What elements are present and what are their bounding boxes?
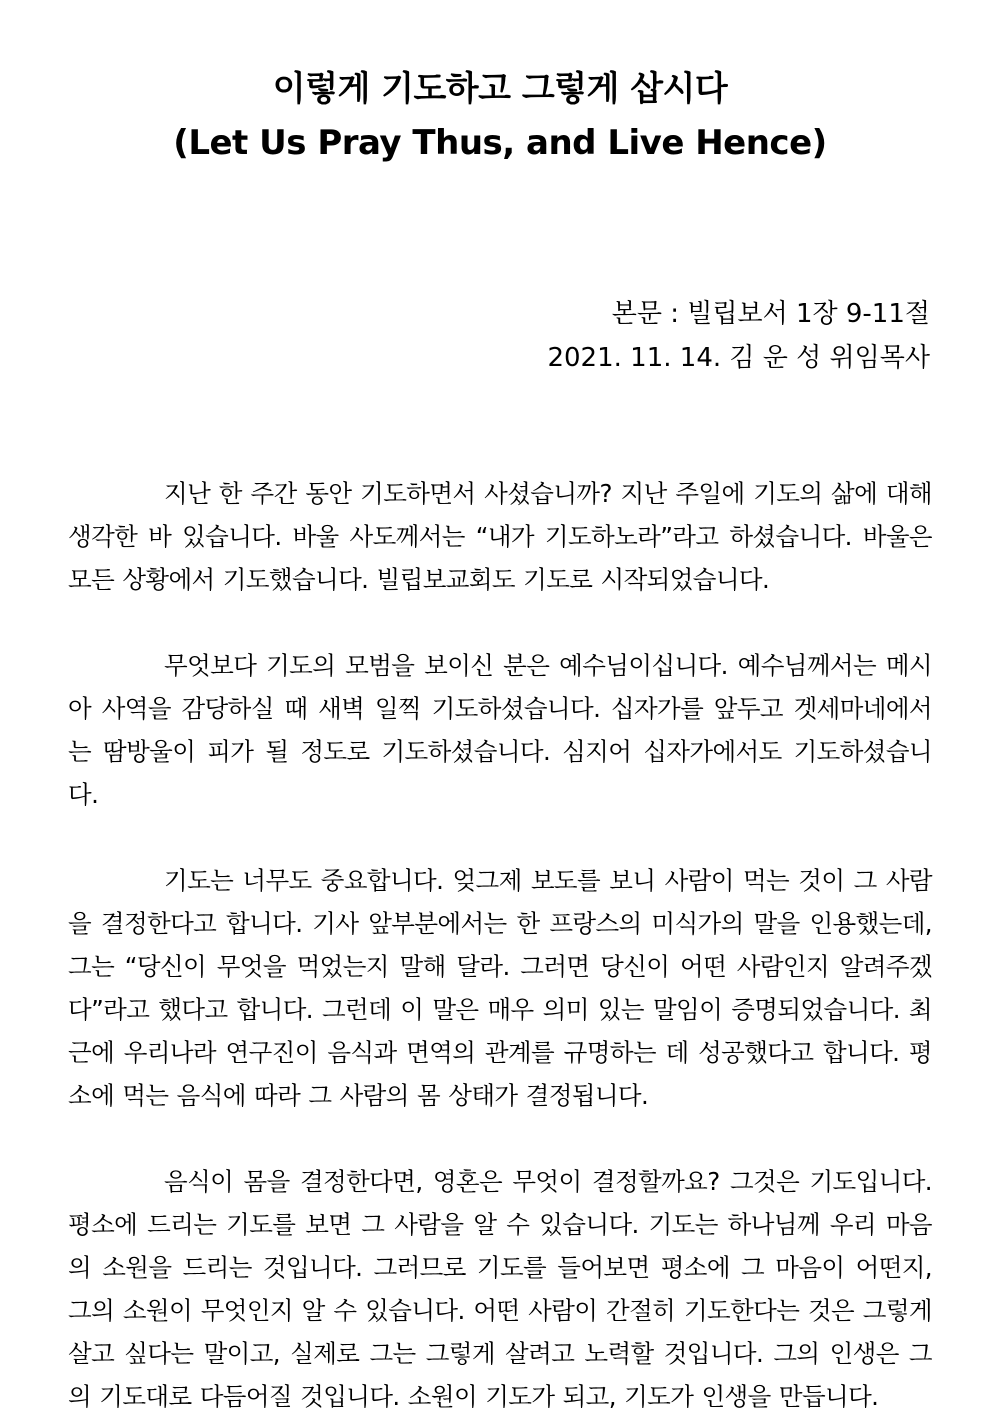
paragraph: 무엇보다 기도의 모범을 보이신 분은 예수님이십니다. 예수님께서는 메시아 사역을 감당하실 때 새벽 일찍 기도하셨습니다. 십자가를 앞두고 겟세마네에서는 땀방울이 피가 될 정도로 기도하셨습니다. 심지어 십자가에서도 기도하셨습니다. xyxy=(68,651,932,809)
title-block xyxy=(0,62,1000,170)
body-text xyxy=(68,472,932,1418)
paragraph: 기도는 너무도 중요합니다. 엊그제 보도를 보니 사람이 먹는 것이 그 사람을 결정한다고 합니다. 기사 앞부분에서는 한 프랑스의 미식가의 말을 인용했는데, 그는 “당신이 무엇을 먹었는지 말해 달라. 그러면 당신이 어떤 사람인지 알려주겠다”라고 했다고 합니다. 그런데 이 말은 매우 의미 있는 말임이 증명되었습니다. 최근에 우리나라 연구진이 음식과 면역의 관계를 규명하는 데 성공했다고 합니다. 평소에 먹는 음식에 따라 그 사람의 몸 상태가 결정됩니다. xyxy=(68,866,932,1110)
paragraph: 지난 한 주간 동안 기도하면서 사셨습니까? 지난 주일에 기도의 삶에 대해 생각한 바 있습니다. 바울 사도께서는 “내가 기도하노라”라고 하셨습니다. 바울은 모든 상황에서 기도했습니다. 빌립보교회도 기도로 시작되었습니다. xyxy=(68,479,932,594)
paragraph: 음식이 몸을 결정한다면, 영혼은 무엇이 결정할까요? 그것은 기도입니다. 평소에 드리는 기도를 보면 그 사람을 알 수 있습니다. 기도는 하나님께 우리 마음의 소원을 드리는 것입니다. 그러므로 기도를 들어보면 평소에 그 마음이 어떤지, 그의 소원이 무엇인지 알 수 있습니다. 어떤 사람이 간절히 기도한다는 것은 그렇게 살고 싶다는 말이고, 실제로 그는 그렇게 살려고 노력할 것입니다. 그의 인생은 그의 기도대로 다듬어질 것입니다. 소원이 기도가 되고, 기도가 인생을 만듭니다. xyxy=(68,1167,932,1411)
page-title: 이렇게 기도하고 그렇게 삽시다 xyxy=(272,69,728,109)
scripture-reference: 본문 : 빌립보서 1장 9-11절 xyxy=(611,299,930,329)
sermon-meta xyxy=(547,292,930,380)
date-author: 2021. 11. 14. 김 운 성 위임목사 xyxy=(547,343,930,373)
page-subtitle: (Let Us Pray Thus, and Live Hence) xyxy=(173,123,827,163)
